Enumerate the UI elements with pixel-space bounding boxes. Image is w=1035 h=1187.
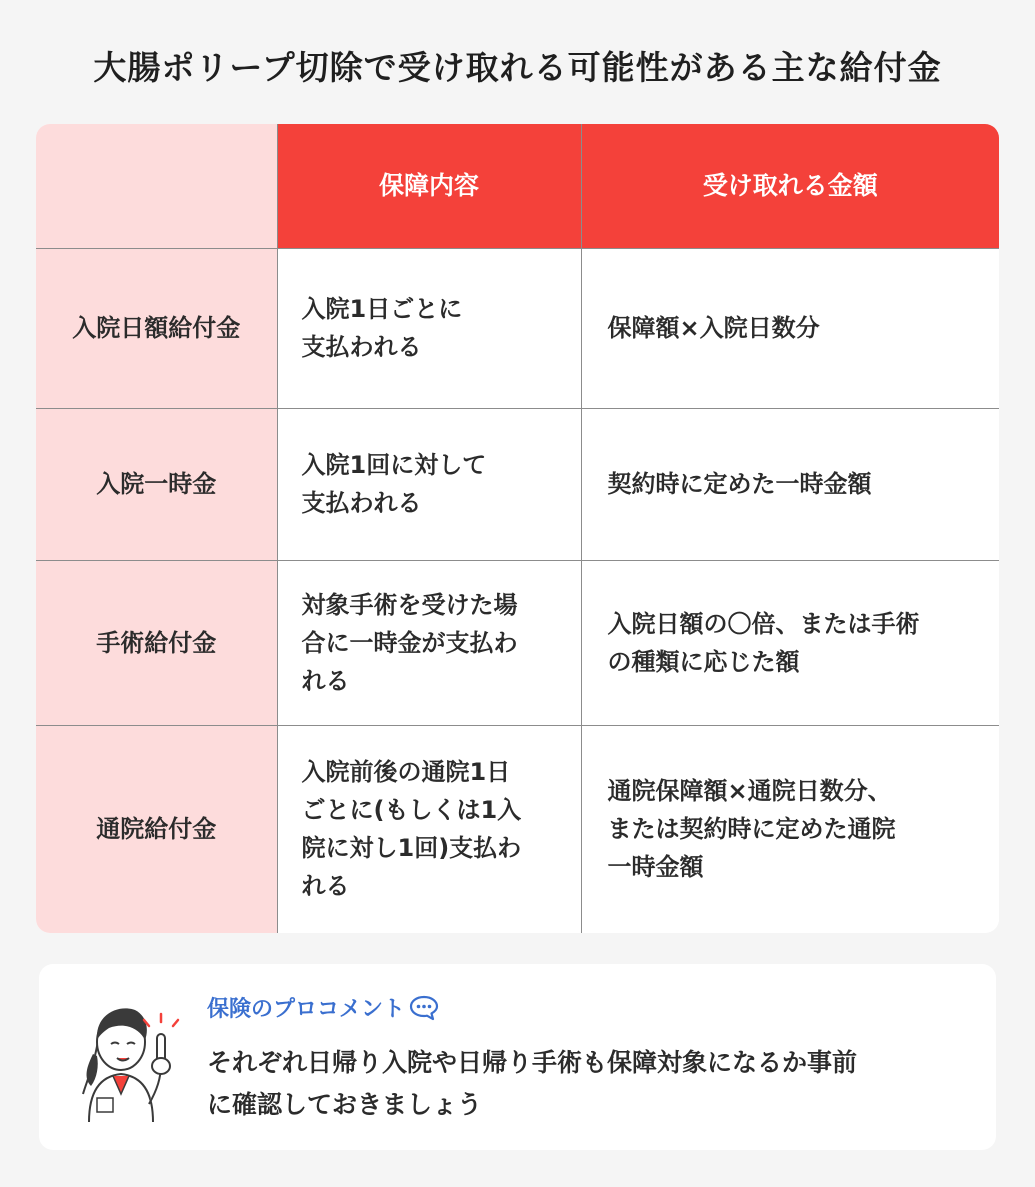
column-header-coverage: 保障内容 — [277, 124, 581, 248]
table-row — [36, 408, 999, 560]
amount-cell: 保障額×入院日数分 — [581, 248, 999, 408]
column-header-amount: 受け取れる金額 — [581, 124, 999, 248]
speech-bubble-icon — [409, 995, 439, 1021]
coverage-cell: 入院1回に対して 支払われる — [277, 408, 581, 560]
table-row — [36, 560, 999, 725]
row-header: 入院一時金 — [36, 408, 277, 560]
comment-body: それぞれ日帰り入院や日帰り手術も保障対象になるか事前 に確認しておきましょう — [207, 1048, 858, 1119]
page-title: 大腸ポリープ切除で受け取れる可能性がある主な給付金 — [93, 48, 942, 87]
comment-heading — [207, 992, 439, 1023]
amount-cell: 入院日額の〇倍、または手術 の種類に応じた額 — [581, 560, 999, 725]
advisor-avatar-icon — [69, 994, 189, 1124]
table-row — [36, 248, 999, 408]
coverage-cell: 入院1日ごとに 支払われる — [277, 248, 581, 408]
coverage-cell: 入院前後の通院1日 ごとに(もしくは1入 院に対し1回)支払わ れる — [277, 725, 581, 933]
comment-label-text: 保険のプロコメント — [207, 997, 406, 1022]
table-row — [36, 725, 999, 933]
amount-cell: 通院保障額×通院日数分、 または契約時に定めた通院 一時金額 — [581, 725, 999, 933]
benefits-table — [36, 124, 999, 933]
pro-comment-card — [39, 964, 996, 1150]
row-header: 手術給付金 — [36, 560, 277, 725]
table-corner-cell — [36, 124, 277, 248]
row-header: 入院日額給付金 — [36, 248, 277, 408]
amount-cell: 契約時に定めた一時金額 — [581, 408, 999, 560]
row-header: 通院給付金 — [36, 725, 277, 933]
table-header-row — [36, 124, 999, 248]
coverage-cell: 対象手術を受けた場 合に一時金が支払わ れる — [277, 560, 581, 725]
